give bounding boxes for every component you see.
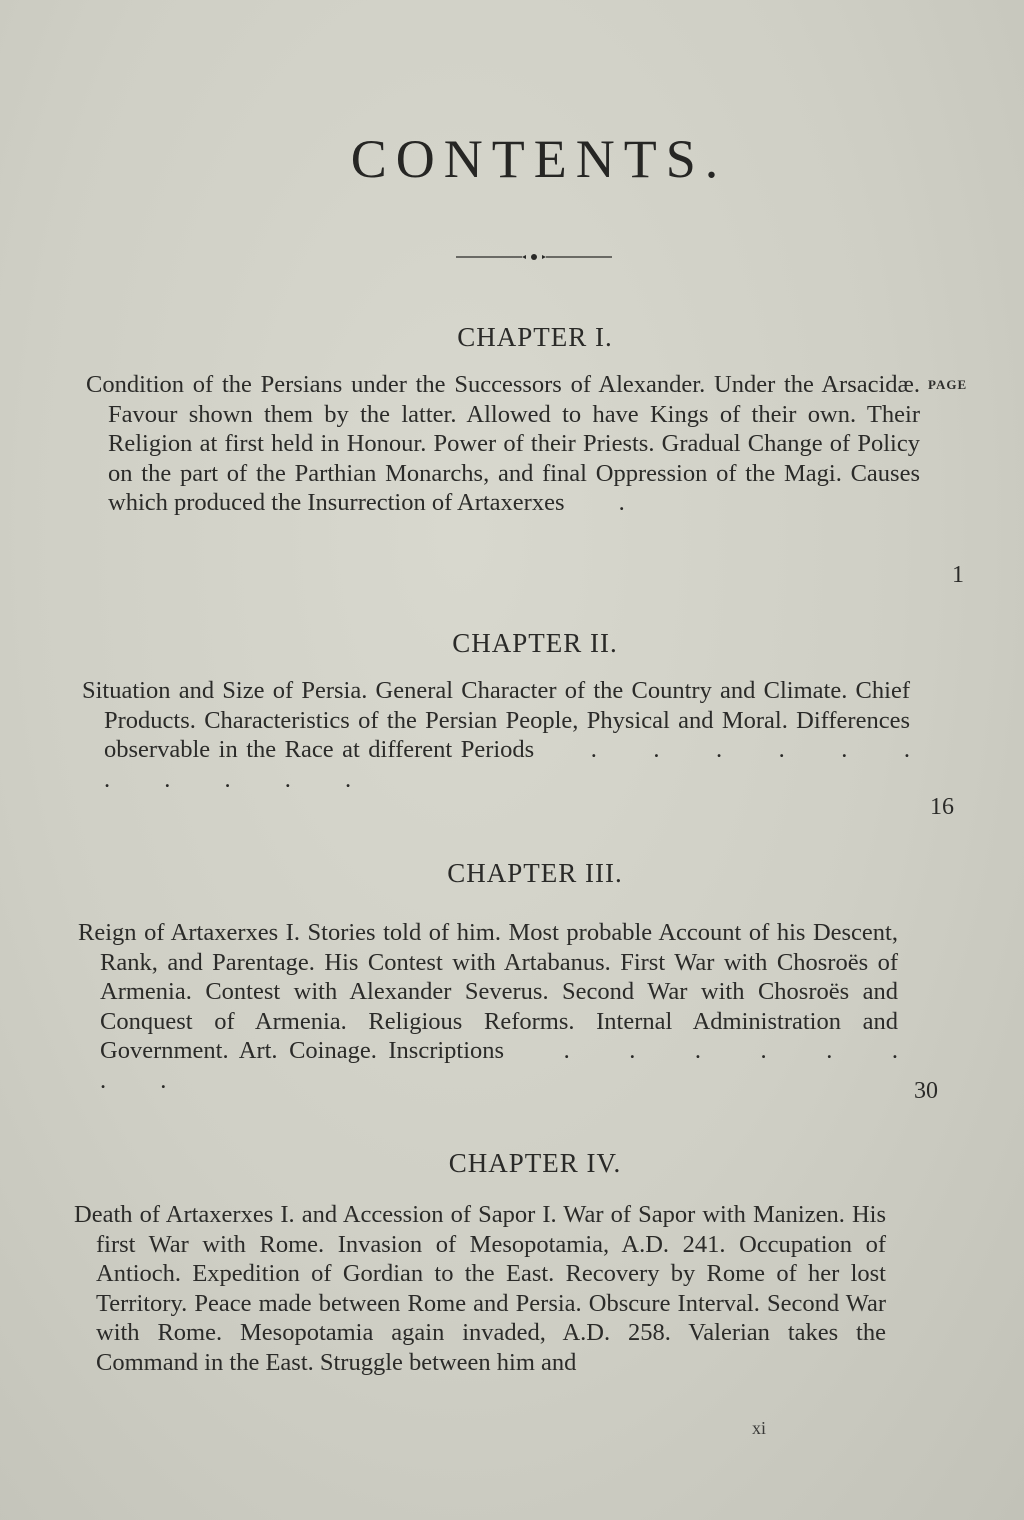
- page-number-1: 1: [952, 562, 964, 588]
- chapter-summary-4: [74, 1200, 886, 1377]
- chapter-summary-text-4: Death of Artaxerxes I. and Accession of Sapor I. War of Sapor with Manizen. His first War with Rome. Invasion of Mesopotamia, A.D. 241. Occupation of Antioch. Expedition of Gordian to the East. Recovery by Rome of her lost Territory. Peace made between Rome and Persia. Obscure Interval. Second War with Rome. Mesopotamia again invaded, A.D. 258. Valerian takes the Command in the East. Struggle between him and: [74, 1201, 886, 1376]
- page-number-3: 30: [914, 1078, 938, 1104]
- page-title: CONTENTS.: [350, 129, 728, 189]
- chapter-summary-text-2: Situation and Size of Persia. General Character of the Country and Climate. Chief Products. Characteristics of the Persian People, Physical and Moral. Differences observable in the Race at different Periods: [82, 677, 910, 763]
- chapter-heading-1: CHAPTER I.: [457, 322, 613, 352]
- chapter-heading-3: CHAPTER III.: [447, 858, 623, 888]
- page-number-2: 16: [930, 794, 954, 820]
- dot-leader-1: .: [564, 489, 625, 516]
- chapter-summary-2: [82, 676, 910, 794]
- chapter-summary-text-3: Reign of Artaxerxes I. Stories told of him. Most probable Account of his Descent, Rank, and Parentage. His Contest with Artabanus. First War with Chosroës of Armenia. Contest with Alexander Severus. Second War with Chosroës and Conquest of Armenia. Religious Reforms. Internal Administration and Government. Art. Coinage. Inscriptions: [78, 919, 898, 1064]
- chapter-summary-text-1: Condition of the Persians under the Successors of Alexander. Under the Arsacidæ. Favour shown them by the latter. Allowed to have Kings of their own. Their Religion at first held in Honour. Power of their Priests. Gradual Change of Policy on the part of the Parthian Monarchs, and final Oppression of the Magi. Causes which produced the Insurrection of Artaxerxes: [86, 371, 920, 516]
- page-column-label: PAGE: [928, 377, 968, 392]
- chapter-heading-4: CHAPTER IV.: [448, 1148, 622, 1178]
- dot-leader-2: . . . . . . . . . . .: [104, 736, 910, 793]
- dot-leader-3: . . . . . . . .: [100, 1037, 898, 1094]
- chapter-summary-3: [78, 918, 898, 1095]
- ornament-divider-icon: [456, 250, 612, 264]
- folio-number: xi: [752, 1418, 767, 1438]
- chapter-summary-1: [86, 370, 920, 518]
- chapter-heading-2: CHAPTER II.: [452, 628, 618, 658]
